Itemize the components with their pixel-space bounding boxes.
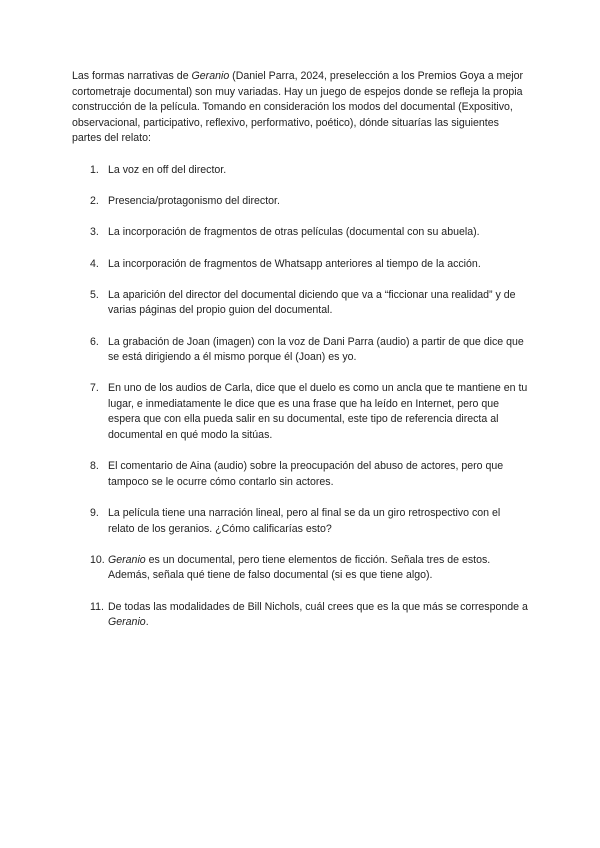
question-film-title: Geranio (108, 553, 146, 566)
document-page (72, 69, 528, 646)
question-text: La aparición del director del documental diciendo que va a “ficcionar una realidad” y de varias páginas del propio guion del documental. (108, 288, 516, 317)
question-item (72, 600, 528, 631)
question-text: La grabación de Joan (imagen) con la voz de Dani Parra (audio) a partir de que dice que se está dirigiendo a él mismo porque él (Joan) es yo. (108, 335, 524, 364)
question-number: 6. (90, 335, 99, 348)
intro-part2: (Daniel Parra, 2024, preselección a los Premios Goya a mejor cortometraje documental) son muy variadas. Hay un juego de espejos donde se refleja la propia construcción de la película. Tomando en consideración los modos del documental (Expositivo, observacional, participativo, reflexivo, performativo, poético), dónde situarías las siguientes partes del relato: (72, 70, 524, 145)
question-text: De todas las modalidades de Bill Nichols, cuál crees que es la que más se corresponde a (108, 600, 528, 613)
question-text: es un documental, pero tiene elementos de ficción. Señala tres de estos. Además, señala qué tiene de falso documental (si es que tiene algo). (108, 553, 491, 582)
question-number: 2. (90, 195, 99, 208)
question-item (72, 381, 528, 443)
question-number: 8. (90, 460, 99, 473)
intro-paragraph (72, 69, 528, 147)
question-film-title: Geranio (108, 616, 146, 629)
question-item (72, 506, 528, 537)
question-item (72, 553, 528, 584)
question-number: 11. (90, 600, 104, 613)
question-text: La voz en off del director. (108, 163, 227, 176)
question-text: La película tiene una narración lineal, pero al final se da un giro retrospectivo con el relato de los geranios. ¿Cómo calificarías esto? (108, 507, 501, 535)
question-text: En uno de los audios de Carla, dice que el duelo es como un ancla que te mantiene en tu lugar, e inmediatamente le dice que es una frase que ha leído en Internet, pero que espera que con ella pueda salir en su documental, este tipo de referencia directa al documental en qué modo la sitúas. (108, 382, 528, 442)
question-number: 1. (90, 163, 99, 176)
question-item (72, 225, 528, 241)
question-item (72, 163, 528, 179)
question-number: 9. (90, 507, 99, 520)
intro-part1: Las formas narrativas de (72, 70, 192, 82)
film-title: Geranio (191, 70, 230, 82)
question-item (72, 257, 528, 273)
question-text: La incorporación de fragmentos de Whatsapp anteriores al tiempo de la acción. (108, 257, 481, 270)
question-item (72, 288, 528, 319)
question-item (72, 459, 528, 490)
question-number: 7. (90, 382, 99, 395)
questions-list (72, 163, 528, 631)
question-suffix: . (145, 616, 149, 629)
question-text: El comentario de Aina (audio) sobre la preocupación del abuso de actores, pero que tampoco se le ocurre cómo contarlo sin actores. (108, 460, 504, 488)
question-number: 3. (90, 226, 99, 239)
question-number: 4. (90, 257, 99, 270)
question-number: 10. (90, 553, 105, 566)
question-item (72, 335, 528, 366)
question-text: Presencia/protagonismo del director. (108, 195, 280, 208)
question-text: La incorporación de fragmentos de otras películas (documental con su abuela). (108, 226, 480, 239)
question-item (72, 194, 528, 210)
question-number: 5. (90, 288, 99, 301)
